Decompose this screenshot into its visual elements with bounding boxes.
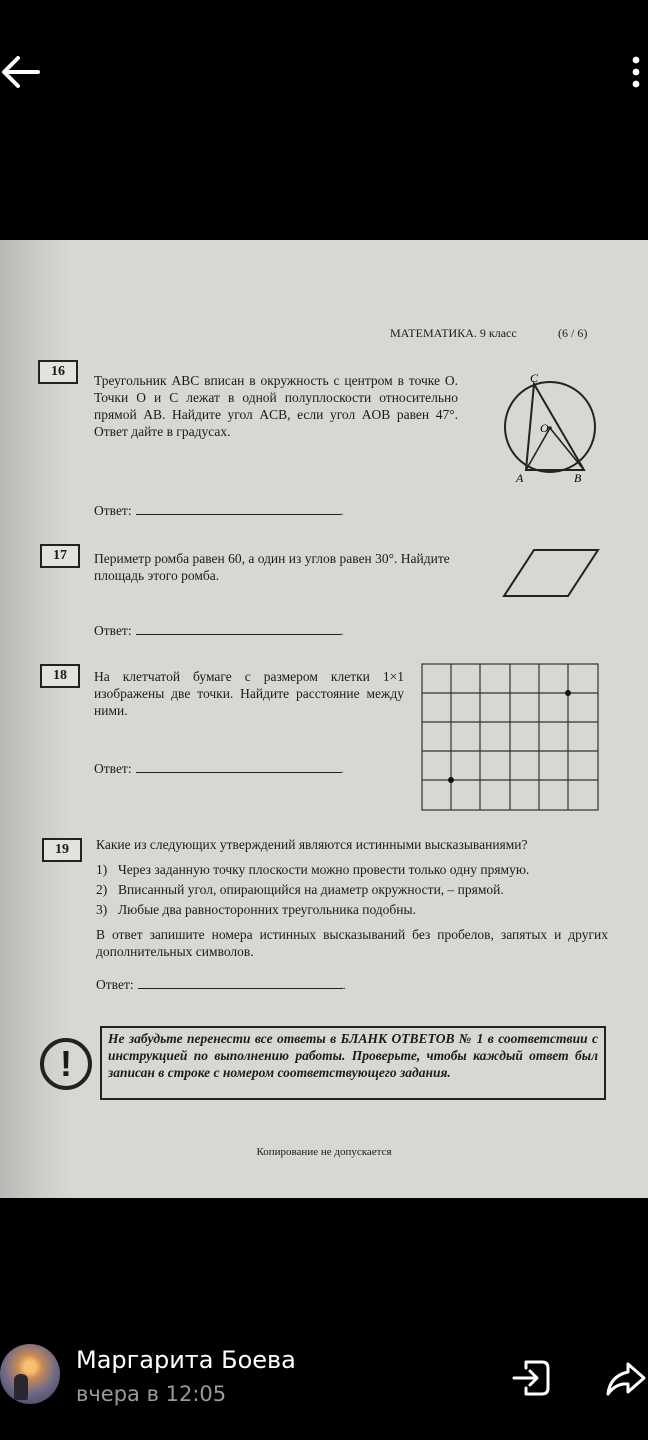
arrow-left-icon [0,48,48,96]
question-16-number: 16 [38,360,78,384]
author-avatar[interactable] [0,1344,60,1404]
more-vertical-icon [624,48,648,96]
statements-list [96,860,529,920]
figure-label-o: O [540,421,549,435]
answer-label: Ответ: [94,503,132,518]
question-18-number: 18 [40,664,80,688]
grid-point-b [565,690,571,696]
page-header-title: МАТЕМАТИКА. 9 класс [390,326,517,340]
answer-19: Ответ: . [96,977,346,992]
answer-label: Ответ: [96,977,134,992]
figure-label-a: A [516,471,524,484]
top-toolbar [0,0,648,240]
exam-page [0,240,648,1198]
share-icon [604,1356,648,1400]
statement-1: 1) Через заданную точку плоскости можно провести только одну прямую. [96,862,530,877]
question-17-text: Периметр ромба равен 60, а один из углов равен 30°. Найдите площадь этого ромба. [94,551,450,583]
notice-text: Не забудьте перенести все ответы в БЛАНК ОТВЕТОВ № 1 в соответствии с инструкцией по выполнению работы. Проверьте, чтобы каждый ответ был записан в строке с номером соответствующего задания. [100,1026,606,1100]
page-header-number: (6 / 6) [558,326,588,340]
question-18-text: На клетчатой бумаге с размером клетки 1×1 изображены две точки. Найдите расстояние между ними. [94,669,404,718]
post-timestamp: вчера в 12:05 [76,1382,227,1406]
exclamation-icon: ! [40,1038,92,1090]
grid-figure [420,662,600,812]
answer-18: Ответ: . [94,761,344,776]
rhombus-figure [500,540,604,602]
exam-page-photo[interactable] [0,240,648,1198]
figure-label-b: B [574,471,582,484]
answer-16: Ответ: . [94,503,344,518]
question-19-text: Какие из следующих утверждений являются истинными высказываниями? [96,837,528,852]
question-16-text: Треугольник ABC вписан в окружность с центром в точке O. Точки O и C лежат в одной полуплоскости относительно прямой AB. Найдите угол ACB, если угол AOB равен 47°. Ответ дайте в градусах. [94,373,458,439]
statement-3: 3) Любые два равносторонних треугольника подобны. [96,902,416,917]
back-button[interactable] [0,48,48,96]
figure-label-c: C [530,372,539,385]
share-button[interactable] [604,1356,648,1400]
more-options-button[interactable] [624,48,648,96]
answer-label: Ответ: [94,761,132,776]
question-17-number: 17 [40,544,80,568]
author-name[interactable]: Маргарита Боева [76,1346,296,1374]
circle-triangle-figure [496,372,608,484]
page-footer: Копирование не допускается [256,1146,392,1158]
statement-2: 2) Вписанный угол, опирающийся на диаметр окружности, – прямой. [96,882,504,897]
grid-point-a [448,777,454,783]
question-19-instruction: В ответ запишите номера истинных высказываний без пробелов, запятых и других дополнительных символов. [96,927,608,959]
reply-icon [510,1356,554,1400]
question-19-number: 19 [42,838,82,862]
answer-label: Ответ: [94,623,132,638]
reply-button[interactable] [510,1356,554,1400]
answer-17: Ответ: . [94,623,344,638]
